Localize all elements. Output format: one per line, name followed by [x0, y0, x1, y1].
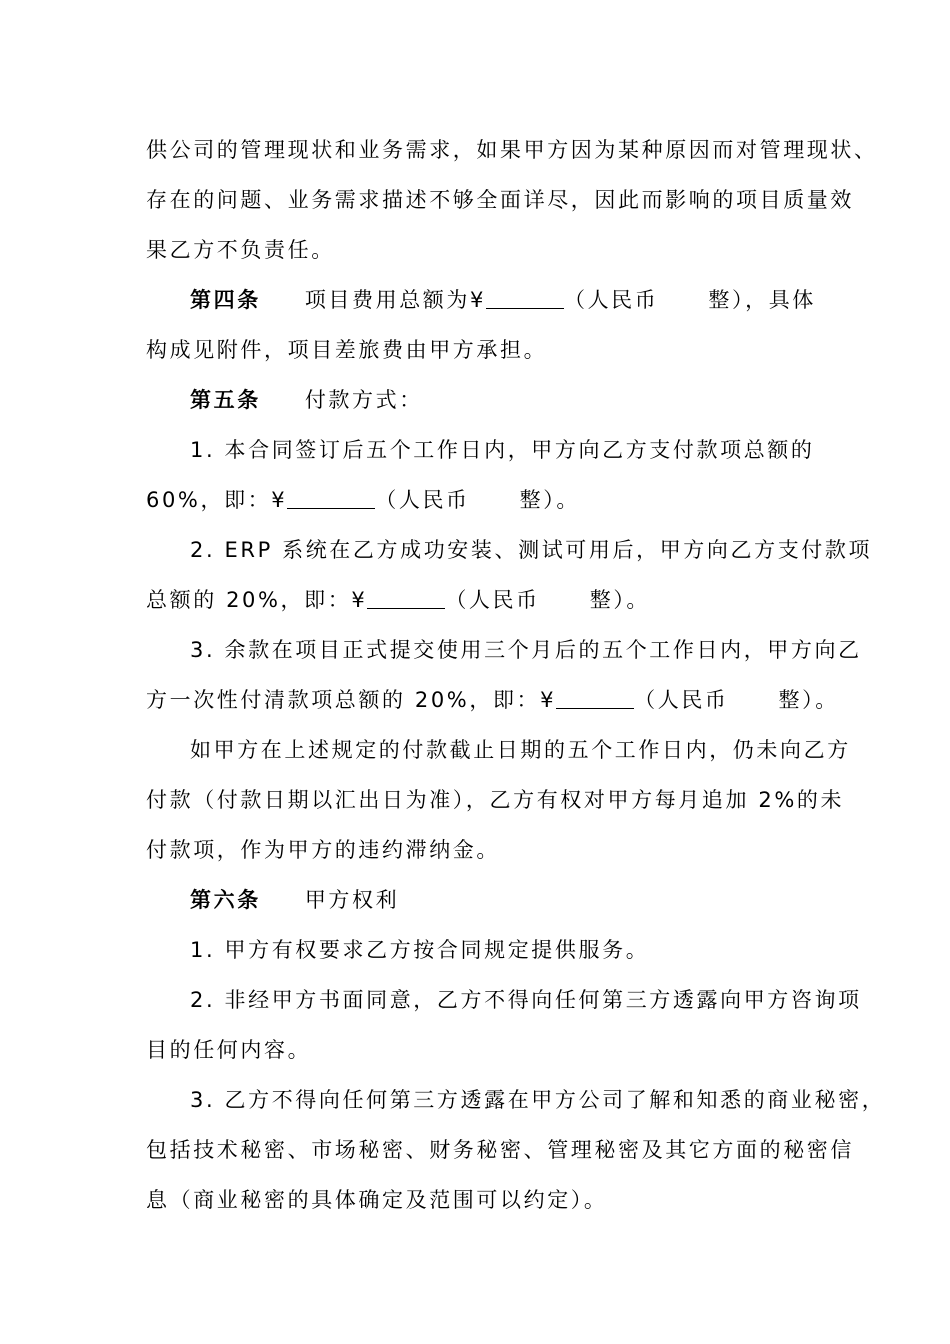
article-6-title: 第六条 [190, 888, 261, 912]
payment-item-2-prefix: 总额的 20%，即： [146, 588, 352, 612]
total-fee-blank[interactable] [486, 286, 564, 309]
rmb-label: （人民币 [634, 688, 729, 712]
payment-item-2-line: 2. ERP 系统在乙方成功安装、测试可用后，甲方向乙方支付款项 [190, 538, 873, 562]
late-payment-line: 付款项，作为甲方的违约滞纳金。 [146, 838, 500, 862]
zheng-label: 整）。 [519, 488, 580, 512]
payment-item-3-amount-line [146, 683, 839, 717]
paragraph-line: 存在的问题、业务需求描述不够全面详尽，因此而影响的项目质量效 [146, 188, 854, 212]
article-4-title: 第四条 [190, 288, 261, 312]
paragraph-line: 供公司的管理现状和业务需求，如果甲方因为某种原因而对管理现状、 [146, 138, 878, 162]
rights-item-2-line: 目的任何内容。 [146, 1038, 312, 1062]
payment-item-1-prefix: 60%，即： [146, 488, 272, 512]
article-4-line [190, 283, 816, 317]
zheng-label: 整）。 [778, 688, 839, 712]
late-payment-line: 如甲方在上述规定的付款截止日期的五个工作日内，仍未向乙方 [190, 738, 851, 762]
rights-item-3-line: 包括技术秘密、市场秘密、财务秘密、管理秘密及其它方面的秘密信 [146, 1138, 854, 1162]
payment-3-amount-blank[interactable] [556, 686, 634, 709]
paragraph-line: 果乙方不负责任。 [146, 238, 335, 262]
currency-symbol: ¥ [470, 288, 486, 312]
rights-item-3-line: 3. 乙方不得向任何第三方透露在甲方公司了解和知悉的商业秘密， [190, 1088, 886, 1112]
article-5-title: 第五条 [190, 388, 261, 412]
currency-symbol: ¥ [351, 588, 368, 612]
rmb-label: （人民币 [445, 588, 540, 612]
payment-item-1-line: 1. 本合同签订后五个工作日内，甲方向乙方支付款项总额的 [190, 438, 815, 462]
payment-1-amount-blank[interactable] [287, 486, 375, 509]
payment-item-3-line: 3. 余款在项目正式提交使用三个月后的五个工作日内，甲方向乙 [190, 638, 862, 662]
zheng-label: 整）。 [589, 588, 651, 612]
paragraph-line: 构成见附件，项目差旅费由甲方承担。 [146, 338, 548, 362]
rights-item-1: 1. 甲方有权要求乙方按合同规定提供服务。 [190, 938, 650, 962]
currency-symbol: ¥ [540, 688, 557, 712]
late-payment-line: 付款（付款日期以汇出日为准），乙方有权对甲方每月追加 2%的未 [146, 788, 845, 812]
article-6-heading: 甲方权利 [304, 888, 400, 912]
payment-2-amount-blank[interactable] [367, 586, 445, 609]
rights-item-2-line: 2. 非经甲方书面同意，乙方不得向任何第三方透露向甲方咨询项 [190, 988, 862, 1012]
payment-item-1-amount-line [146, 483, 580, 517]
rmb-label: （人民币 [375, 488, 470, 512]
article-5-heading: 付款方式： [304, 388, 423, 412]
rmb-label: （人民币 [563, 288, 659, 312]
total-fee-label: 项目费用总额为 [304, 288, 471, 312]
article-5-line [190, 383, 423, 417]
article-6-line [190, 883, 399, 917]
payment-item-3-prefix: 方一次性付清款项总额的 20%，即： [146, 688, 541, 712]
payment-item-2-amount-line [146, 583, 650, 617]
rights-item-3-line: 息（商业秘密的具体确定及范围可以约定）。 [146, 1188, 608, 1212]
currency-symbol: ¥ [271, 488, 288, 512]
zheng-label: 整），具体 [708, 288, 816, 312]
